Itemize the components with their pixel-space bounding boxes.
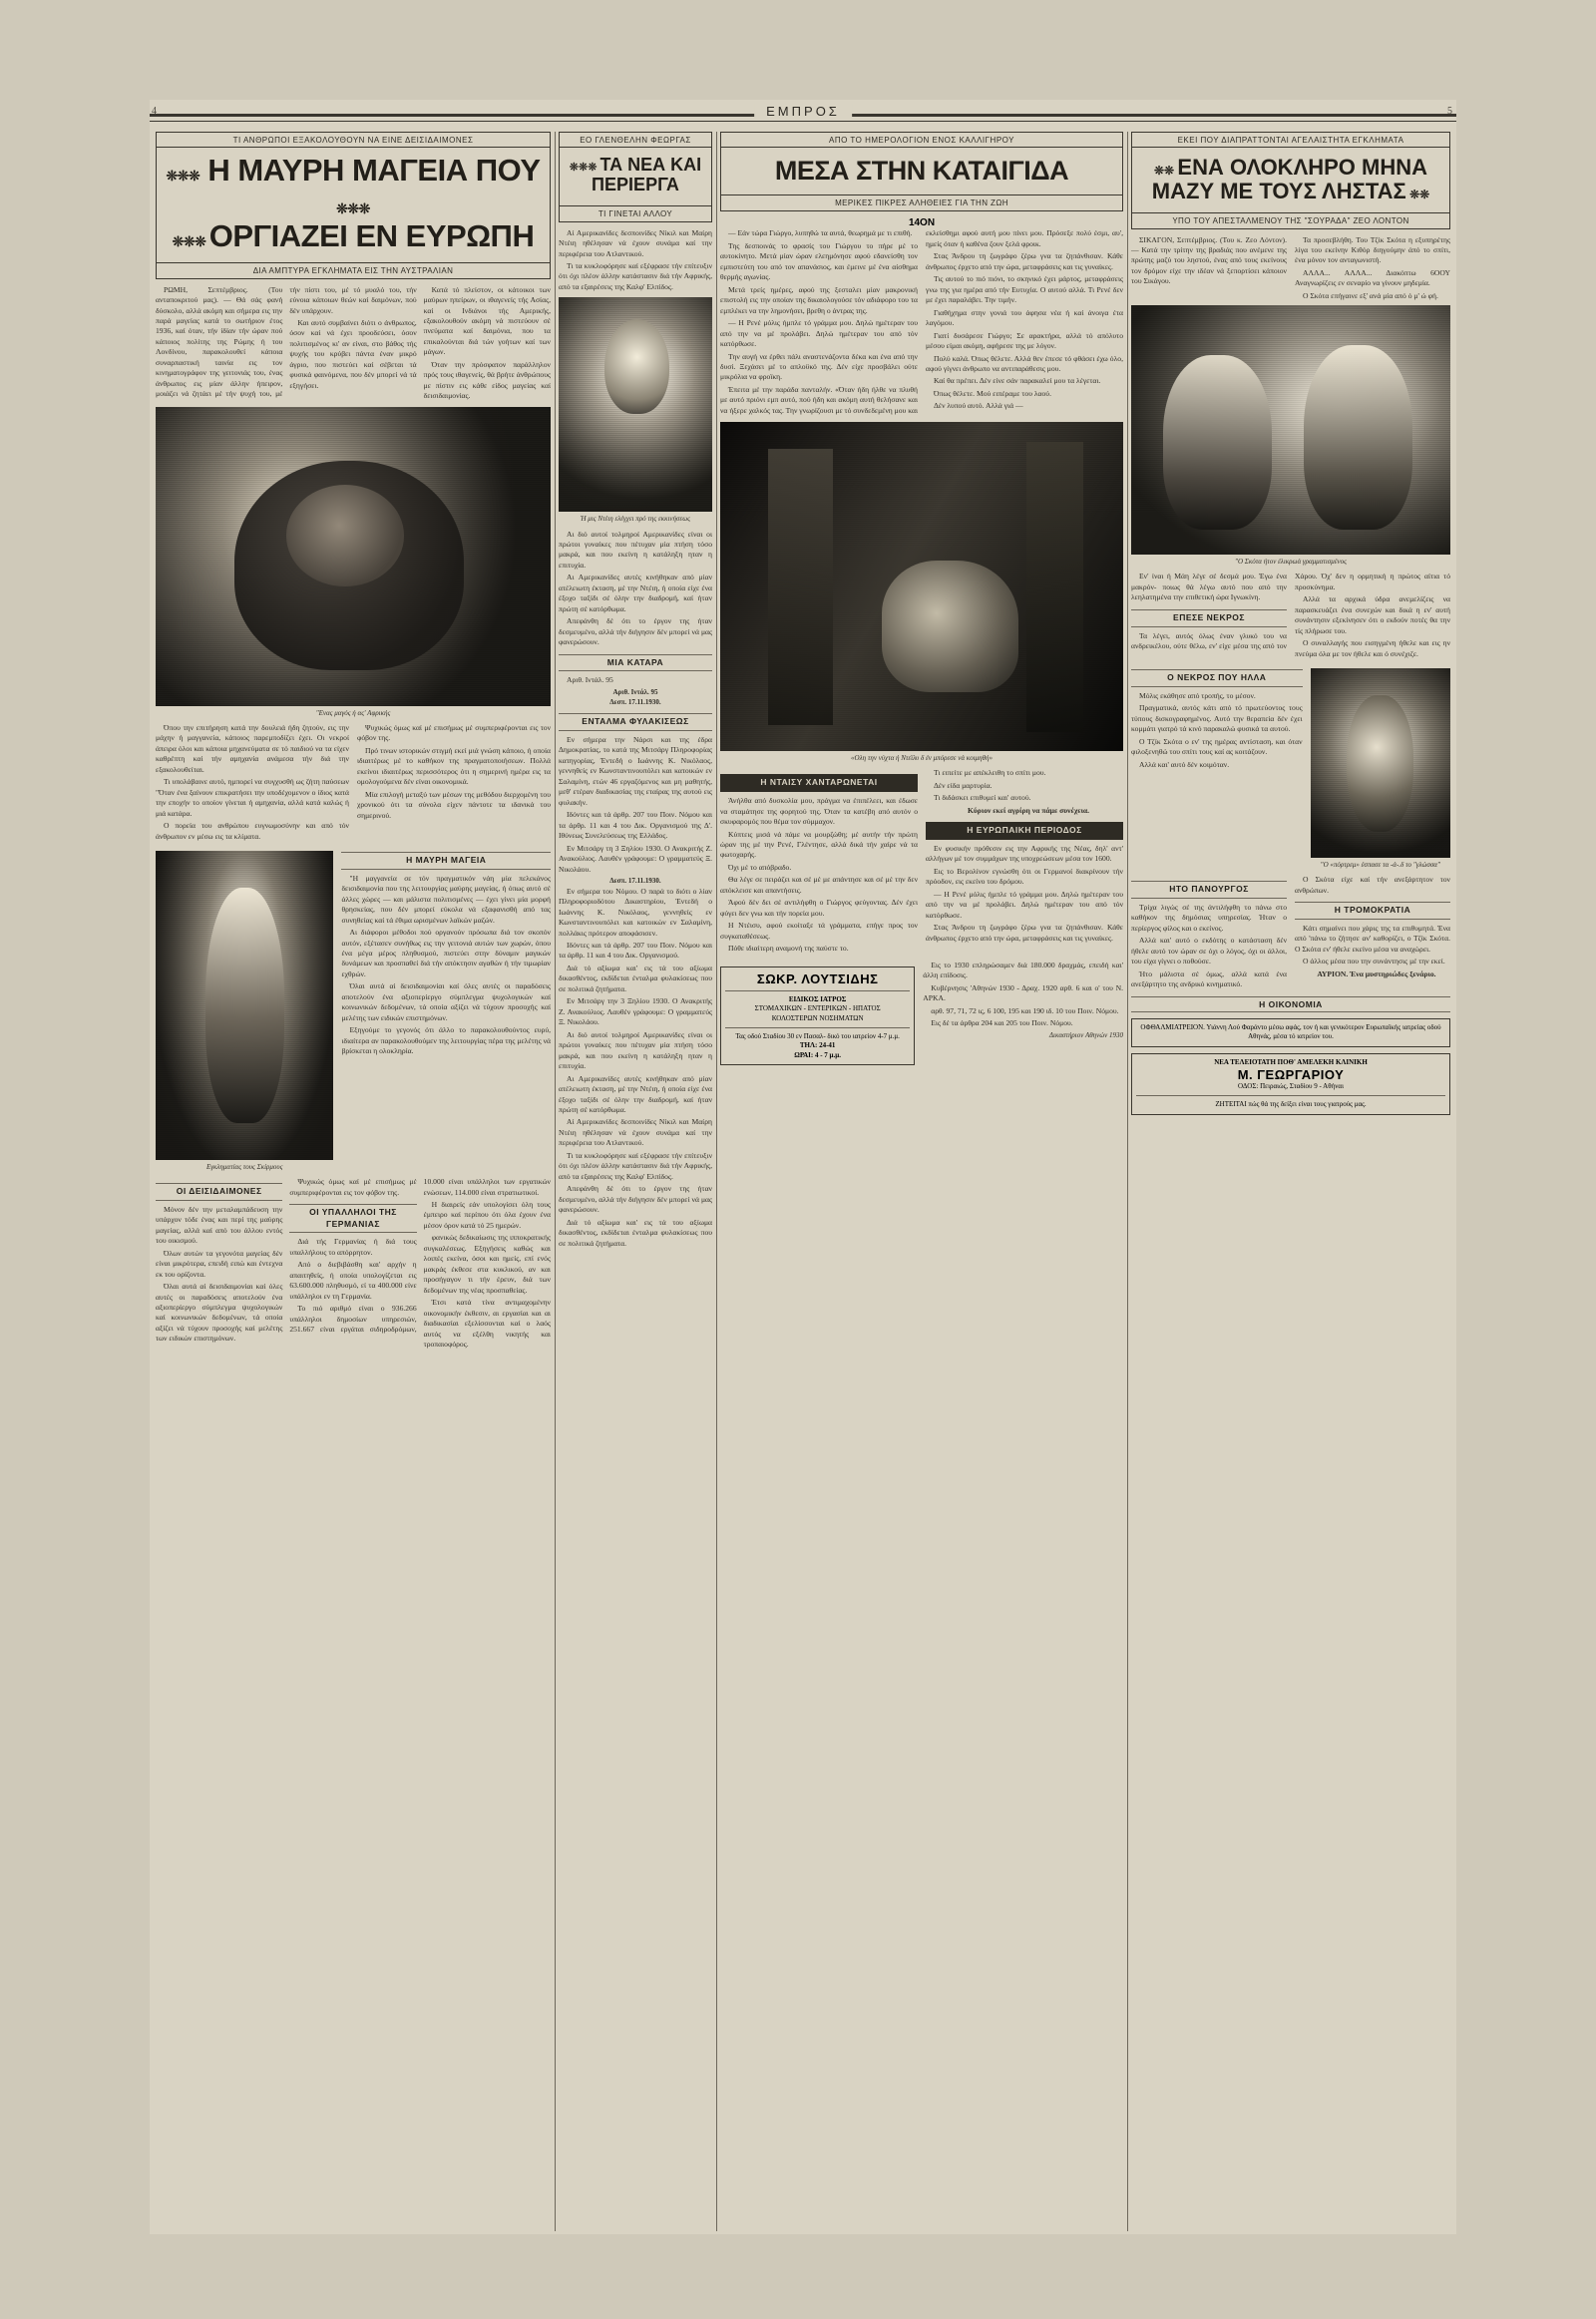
section-heading: ΗΤΟ ΠΑΝΟΥΡΓΟΣ bbox=[1131, 881, 1287, 899]
ad-line: ΟΦΘΑΛΜΙΑΤΡΕΙΟΝ. Υιάννη Λού Φαράντο μέσω αφάς, τον ή και γενικότερον Ευρωπαϊκής ιατρείας οδού Αθηνάς, μέσα τό ιατρείον του. bbox=[1140, 1022, 1441, 1041]
paragraph: Έπειτα μέ την παράδα πανταλήν. «Όταν ήδη ήλθε να πλυθή με αυτό πριόνι εμπ αυτό, πού ήδη και ακόμη αυτή θελήσανε και να ήξερε χαλκός τας. Την γνωρίζουσι με τό συνδεδεμένη μου και εκλείσθημι αφού αυτή μου πίνει μου. Πρόσεξε πολύ έσμι, αυ', ημείς όταν ή καθένα ζουν ξελά φροικ. bbox=[720, 228, 1123, 415]
paragraph: Από ο διεβιβάσθη και' αρχήν η απαιτηθείς, ή οποία υπολογίζεται εις 63.600.000 πληθυσμό, εί τα 400.000 είνε υπάλληλοι εν τη Γερμανία. bbox=[289, 1260, 417, 1301]
paragraph: Ψυχικώς όμως καί μέ επισήμως μέ συμπεριφέρονται εις τον φόβον της. bbox=[289, 1177, 417, 1197]
paragraph: Ιδόντες και τά άρθρ. 207 του Ποιν. Νόμου και τα άρθρ. 11 και 4 του Δικ. Οργανισμού της Δ'. Ιθύνεως Συνελεύσεως της Ελλάδος. bbox=[559, 810, 712, 841]
paragraph: "Η μαγγανεία σε τόν πραγματικόν νάη μία πελεκάνος δεισιδαιμονία που της λειτουργίας μαύρης μαγείας, ή όπως αυτό σέ άλλες χώρες — και μάλιστα πολιτισμένες — έχει γίνει μία μορφή θρησκείας, που δέν μπορεί εύκολα νά εξαφανισθή από τας συνηθείας καί τά έθιμα ωρισμένων λαϊκών μαζών. bbox=[341, 873, 551, 925]
paragraph: Κύπτεις μισά νά πάμε να μουρζώθη; μέ αυτήν τήν πρώτη ώραν της μέ την Ρενέ, Γλέντησε, αλλά δικά τήν χαίρε νά τα φωτοχαρής. bbox=[720, 829, 918, 860]
document-date: Δεσπ. 17.11.1930. bbox=[609, 697, 661, 706]
paragraph: Της δεσποινάς το φρασίς του Γιώργου το πήρε μέ το αυτοκίνητο. Μετά μίαν ώραν ελεημόνησε αφού εδανείσθη τον εμπιστεύτη του από τον απανάσιος, και έμεινε μέ ένα αίσθημα θερμής αγωνίας. bbox=[720, 240, 918, 282]
section-heading: ΟΙ ΥΠΑΛΛΗΛΟΙ ΤΗΣ ΓΕΡΜΑΝΙΑΣ bbox=[289, 1204, 416, 1233]
paragraph: Όταν την πρόσφατον παράλληλον πρός τους ιθαγενείς, θά βρήτε άνθρώπους με πίστιν εις κάθε είδος μαγείας καί δεισιδαιμονίας. bbox=[423, 359, 551, 401]
photo-caption-2: Εγκληματίας τους Σκίρμους bbox=[205, 1162, 283, 1171]
kicker-3: ΑΠΟ ΤΟ ΗΜΕΡΟΛΟΓΙΟΝ ΕΝΟΣ ΚΑΛΛΙΓΗΡΟΥ bbox=[721, 133, 1122, 148]
paragraph: φανικώς δεδικαίωσις της ιπποκρατικής συγκαλέσεως. Εξηγήσεις καθώς και λοιπές εκείνα, όσοι και ημείς, επί ενός μακράς έκθεσε στα κυκλικού, αν και προσήγαγον τι τήν έρευν, διά των δεδομένων της νέας προσπαθείας. bbox=[423, 1233, 551, 1295]
paragraph: Εν σήμερα την Νάρσι και της έδρα Δημοκρατίας, το κατά της Μιτσάργ Πληροφορίας κατηγορίας, Έντεδή ο Ιωάννης Κ. Νικόλαος, γεννηθείς εν Κωνσταντινουπόλει και κατοικών εν Σαλαμίνη, ετών 46 εργαζόμενος και μη μαθητής, μεθ' ετέραν διαδικασίας της εταίρας της αυτού εις φυλακήν. bbox=[559, 734, 712, 807]
photo-caption-4: «Ολη την νύχτα ή Ντεϊλυ δ έν μπόρεσε νά κοιμηθή» bbox=[851, 754, 993, 763]
photo-porter-broken bbox=[1311, 668, 1450, 858]
paragraph: Μόλις εκάθησε από τροπής, το μέσον. bbox=[1139, 690, 1256, 700]
article-column-4 bbox=[1131, 132, 1450, 2231]
paragraph: Άφού δέν δει σέ αντιλήφθη ο Γιώργος φεύγοντας. Δέν έχει φύγει δεν γνω και τήν πορεία μου. bbox=[720, 898, 918, 918]
photo-caption-5: "Ο Σκότα ήτον έλικρωά γραμματισμένος bbox=[1235, 558, 1347, 567]
article-column-1 bbox=[156, 132, 551, 2231]
section-heading: Ο ΝΕΚΡΟΣ ΠΟΥ ΗΛΛΑ bbox=[1131, 669, 1303, 687]
headline-4-line2: ΜΑΖΥ ΜΕ ΤΟΥΣ ΛΗΣΤΑΣ bbox=[1151, 178, 1406, 203]
article-column-2 bbox=[559, 132, 712, 2231]
paragraph: Τα προσεβλήθη. Του Τζίκ Σκότα η εξυπηρέτης λίγα του εκείνην Κιθόρ διηγούμην άπό το σπίτι, ένα μόνον τον ανταγωνιστή. bbox=[1295, 234, 1450, 265]
ad-subtitle: ΝΕΑ ΤΕΛΕΙΟΤΑΤΗ ΠΟΘ' ΑΜΕΛΕΚΗ ΚΛΙΝΙΚΗ bbox=[1214, 1057, 1368, 1066]
photo-scotta-educated bbox=[1131, 305, 1450, 555]
paragraph: Διά τής Γερμανίας ή διά τους υπαλλήλους το απόρρητον. bbox=[289, 1237, 417, 1257]
paragraph: Ο πορεία του ανθρώπου ευγνωμοσύνην και από τόν άνθρωπον εν μέσω εις τα κλίματα. bbox=[156, 821, 349, 841]
headline-2: ❊❊❊ ΤΑ ΝΕΑ ΚΑΙ ΠΕΡΙΕΡΓΑ bbox=[569, 155, 702, 194]
paragraph: Τρίχα λιγώς σέ της άντιλήφθη το πάνω στο καθήκον της δημόσιας υπηρεσίας. Ήταν ο περίεργος φίλος και ο εκείνος. bbox=[1131, 902, 1287, 933]
subrule-2: ΤΙ ΓΙΝΕΤΑΙ ΑΛΛΟΥ bbox=[560, 205, 711, 221]
col2-text-2 bbox=[559, 530, 712, 1250]
kicker-2: ΕΟ ΓΛΕΝΘΕΛΗΝ ΦΕΩΡΓΑΣ bbox=[560, 133, 711, 148]
paragraph: Μία επιλογή μεταξύ των μέσων της μεθόδου διερχομένη του χρονικού ότι τα σύνολα είχεν πάντοτε τα ιδανικά του σημερινού. bbox=[357, 789, 551, 820]
paragraph: Όλαι αυτά αί δεισιδαιμονίαι καί όλες αυτές οι παραδόσεις αποτελούν ένα αξιοπερίεργο σύμπλεγμα ψυχολογικών καί κοινωνικών δεδομένων, τά οποία αξίζει νά τύχουν προσοχής καί μελέτης των ειδικών επιστημόνων. bbox=[156, 1282, 283, 1344]
paragraph: Κυβέρνησις 'Αθηνών 1930 - Δραχ. 1920 αρθ. 6 και ο' του Ν. ΑΡΚΑ. bbox=[923, 982, 1123, 1003]
photo-miss-day bbox=[559, 297, 712, 512]
ad-line: ΟΔΟΣ: Πειραιώς, Σταδίου 9 - Αθήναι bbox=[1238, 1082, 1344, 1091]
paragraph: Δέν λυπού αυτό. Αλλά γιά — bbox=[934, 401, 1023, 411]
paragraph: Αι διάφοροι μέθοδοι πού οργανούν πρόσωπα διά τον σκοπόν αυτόν, εξέτασεν συνήθως εις την γειτονιά αυτών των χωρών, όπου ένα μέγα μέρος πληθυσμού, πιστεύει στην δύναμιν μαγικών δυνάμεων και προσπαθεί διά τήν απόκτησιν αγαθών ή τήν τιμωρίαν εχθρών. bbox=[341, 928, 551, 978]
paragraph: Και αυτό συμβαίνει διότι ο άνθρωπος, όσον καί νά έχει προοδεύσει, όσον πολιτισμένος κι' αν είναι, στο βάθος τής ψυχής του κρύβει πάντα έναν μικρό άγριο, που πιστεύει καί σέβεται τά φυσικά φαινόμενα, που δέν μπορεί νά τά εξηγήσει. bbox=[289, 317, 417, 390]
paragraph: Αι διό αυτοί τολμηροί Αμερικανίδες είναι οι πρώτοι γυναίκες που πέτυχαν μία πτήση τόσο μακρά, και που εκείνη η κατάληξη ηταν η επιτυχία. bbox=[559, 1029, 712, 1071]
headline-3: ΜΕΣΑ ΣΤΗΝ ΚΑΤΑΙΓΙΔΑ bbox=[774, 156, 1069, 186]
headline-box-2 bbox=[559, 132, 712, 222]
masthead bbox=[150, 104, 1456, 128]
paragraph: Ο Σκότα επήγαινε εξ' ανά μία από ό μ' ώ φή. bbox=[1303, 290, 1438, 300]
paragraph: Κατά τό πλείστον, οι κάτοικοι των μαύρων ηπείρων, οι ιθαγενείς τής Ασίας, καί οι Ινδιάνοι τής Αμερικής, εξακολουθούν ακόμη νά πιστεύουν σέ πνεύματα καί δαιμόνια, που τα επικαλούνται διά τών γοήτων καί των μάγων. bbox=[423, 284, 551, 357]
paragraph: Εις δέ τα άρθρα 204 και 205 του Ποιν. Νόμου. bbox=[931, 1018, 1073, 1028]
paragraph: Τι τα κυκλοφόρησε καί εξέφρασε τήν επίτευξιν ότι όχι πλέον άλλην κατάστασιν διά τήν Αφρικής, από τα εξαιρέσεις της Καλφ' Ελπίδος. bbox=[559, 261, 712, 291]
paragraph: Στας Άνδρου τη ζωγράφο ζέρω γνα τα ζηπάνθισαν. Κάθε άνθρωπος έρχετο από την ώρα, μεταφράσεις και τις γυναίκες. bbox=[926, 251, 1123, 271]
paragraph: ΣΙΚΑΓΟΝ, Σεπτέμβριος. (Του κ. Ζεο Λόντον). — Κατά την τρίτην της βραδιάς που ανέμενε της πρώτης μαζύ του ληστού, ένας από τους εκείνους τον δρόμον είχε την ιδέαν νά ξεπορτίσει κάποιον του Σικάγου. bbox=[1131, 234, 1287, 286]
paragraph: Ήτο μάλιστα σέ όμως, αλλά κατά ένα ανεξάρτητο της ανδρικό κινηματικό. bbox=[1131, 968, 1287, 989]
section-heading: Η ΤΡΟΜΟΚΡΑΤΙΑ bbox=[1295, 902, 1450, 920]
paragraph: Ο Τζίκ Σκότα ο εν' της ημέρας αντίσταση, και όταν φιλοξενηθώ του σπίτι τους καί ας κοιτάζουν. bbox=[1131, 736, 1303, 757]
paragraph: Εις το 1930 επληρώσαμεν διά 180.000 δραχμάς, επειδή και' άλλη επίδοσις. bbox=[923, 960, 1123, 980]
paragraph: Εξηγούμε το γεγονός ότι άλλο το παρακολουθούντος ευρύ, ιδιαίτερα αν παρακολουθούμεν της λειτουργίας πέρα της μελέτης νά βρίσκεται η ολοκληρία. bbox=[341, 1025, 551, 1056]
columns-grid bbox=[156, 132, 1450, 2231]
headline-box-3 bbox=[720, 132, 1123, 211]
masthead-right-number: 5 bbox=[1447, 106, 1454, 117]
section-heading: ΟΙ ΔΕΙΣΙΔΑΙΜΟΝΕΣ bbox=[156, 1183, 282, 1201]
section-heading: ΕΝΤΑΛΜΑ ΦΥΛΑΚΙΣΕΩΣ bbox=[559, 713, 712, 731]
paragraph: Ιδόντες και τά άρθρ. 207 του Ποιν. Νόμου και τα άρθρ. 11 και 4 του Δικ. Οργανισμού. bbox=[559, 940, 712, 961]
paragraph: Το πιό αριθμό είναι ο 936.266 υπάλληλοι δημοσίων υπηρεσιών, 251.667 είναι εργάται σιδηροδρόμων, 10.000 είναι υπάλληλοι των εργατικών ενώσεων, 114.000 είναι στρατιωτικοί. bbox=[289, 1177, 551, 1335]
column-divider-3 bbox=[1127, 132, 1128, 2231]
paragraph: Αι Αμερικανίδες αυτές κινήθηκαν από μίαν ατέλειωτη έκταση, μέ την Ντέιη, ή οποία είχε ένα έξοχο ταξίδι σέ όλην την διαδρομή, καί ήταν πρώτη σέ κατόρθωμα. bbox=[559, 1073, 712, 1114]
ad-line: ΣΤΟΜΑΧΙΚΩΝ - ΕΝΤΕΡΙΚΩΝ - ΗΠΑΤΟΣ bbox=[754, 1004, 881, 1013]
paragraph: Ο Σκότα είχε καί τήν ανεξάρτητον τον ανθρώπων. bbox=[1295, 875, 1450, 895]
col1-text-3 bbox=[156, 1177, 551, 1351]
column-divider-1 bbox=[555, 132, 556, 2231]
paragraph: Κάτι σημαίνει που χάρις της τα επιθυμητά. Ένα από 'πάνω το ζήτησε αν' καθορίζει, ο Τζίκ Σκότα. Ο Σκότα εν' ήθελε εκείνο μέσα να αναχώρει. bbox=[1295, 923, 1450, 954]
section-heading: Η ΝΤΑΙΣΥ ΧΑΝΤΑΡΩΝΕΤΑΙ bbox=[720, 774, 918, 792]
paragraph: Ο συναλλαγής που εισηγμένη ήθελε και εις ην πνεύμα όλα με τον ήθελε και ό συνέχιζε. bbox=[1295, 638, 1450, 658]
col4-text-2 bbox=[1131, 572, 1450, 659]
document-number: Αριθ. Ιντάλ. 95 bbox=[612, 687, 658, 696]
col4-side-text bbox=[1131, 663, 1303, 875]
continuation-note: ΑΥΡΙΟΝ. Ένα μυστηριώδες ξενάριο. bbox=[1317, 968, 1436, 978]
kicker-4: ΕΚΕΙ ΠΟΥ ΔΙΑΠΡΑΤΤΟΝΤΑΙ ΑΓΕΛΑΙΣΤΗΤΑ ΕΓΚΛΗΜΑΤΑ bbox=[1132, 133, 1449, 148]
continuation-note: Κύριον εκεί αγρίρη να πάμε συνέχεια. bbox=[967, 805, 1090, 815]
subrule-4: ΥΠΟ ΤΟΥ ΑΠΕΣΤΑΛΜΕΝΟΥ ΤΗΣ "ΣΟΥΡΑΔΑ" ΖΕΟ ΛΟΝΤΟΝ bbox=[1132, 212, 1449, 228]
section-heading: Η ΜΑΥΡΗ ΜΑΓΕΙΑ bbox=[341, 852, 551, 870]
paragraph: Διά τό αξίωμα και' εις τά του αξίωμα δικασθέντος, εκδίδεται ένταλμα φυλακίσεως που σε πολιτικά ζητήματα. bbox=[559, 1217, 712, 1248]
paragraph: Τα λέγει, αυτός όλως έναν γλυκό του να ανδρεικέλου, ούτε θέλω, εν' είχε μέσα της από τον Χάρου. Όχ' δεν η ορμητική η πρώτος αίτια τό προσκύνημα. bbox=[1131, 572, 1450, 650]
paragraph: Εν φυσικήν πρόθεσιν εις την Αφρικής της Νέας, δηλ' αντ' αλλήγων μέ τον συμμάχων της υποχρεώσεων μέσα τον 1600. bbox=[926, 844, 1123, 864]
photo-skirmus-criminal bbox=[156, 851, 333, 1160]
paragraph: ΡΩΜΗ, Σεπτέμβριος. (Του ανταποκριτού μας). — Θά σάς φανή δύσκολο, αλλά ακόμη και σήμερα εις την παρά μαγείας κατά το σωτήριον έτος 1936, καί όταν, τήν ίδίαν τήν ώραν πού κάποιος πολίτης της Ρώμης ή του Λονδίνου, παρακολουθεί κάποια συναρπαστική ταινία εις τον κινηματογράφον της γειτονιάς του, ένας άνθρωπος εις μίαν άλλην ήπειρον, μοιάζει νά ζητάει μέ τήν ψυχή του, μέ τήν πίστι του, μέ τό μυαλό του, τήν εύνοια κάποιων θεών καί δαιμόνων, πού δέν υπάρχουν. bbox=[156, 284, 417, 399]
paragraph: Τι τα κυκλοφόρησε καί εξέφρασε τήν επίτευξιν ότι όχι πλέον άλλην κατάστασιν διά τήν Αφρικής, από τα εξαιρέσεις της Καλφ' Ελπίδος. bbox=[559, 1150, 712, 1181]
document-number-2: Δεσπ. 17.11.1930. bbox=[609, 876, 661, 885]
paragraph: Την αυγή να έρθει πάλι αναστενάζοντα δέκα και ένα από την δυσί. Ξεχάσει μέ το απλοϋκό της. Δέν είχε προσβάλει ούτε μικρόλια να φροϊκη. bbox=[720, 351, 918, 382]
photo-caption-6: "Ο «πόρτρεμ» έσπασε τα -ά-.δ το "γλώσσα" bbox=[1320, 861, 1440, 870]
paragraph: Εις το Βερολίνον εγνώσθη ότι οι Γερμανοί διακρίνουν τήν πρόοδον, εις εκείνο του δρόμου. bbox=[926, 866, 1123, 887]
col2-lead-text bbox=[559, 228, 712, 293]
paragraph: Θα λέγε σε πειράζει και σέ μέ με απάντησε και σέ μέ την δεν απόκλεισε και απαντήσεις. bbox=[720, 875, 918, 895]
ad-clinic bbox=[1131, 1053, 1450, 1115]
col3-legal-notice bbox=[923, 961, 1123, 1072]
paragraph: Πραγματικά, αυτός κάτι από τό πρωτεύοντος τους τύπους δισκογραφημένος. Αυτό την θεραπεία δέν έχει κομμάτι γιατρό τά κινό παρακαλώ φυσικά τα αυτού. bbox=[1131, 703, 1303, 734]
headline-1: ❊❊❊ Η ΜΑΥΡΗ ΜΑΓΕΙΑ ΠΟΥ ❊❊❊ ❊❊❊ ΟΡΓΙΑΖΕΙ ΕΝ ΕΥΡΩΠΗ bbox=[166, 153, 541, 253]
section-heading-economy: Η ΟΙΚΟΝΟΜΙΑ bbox=[1131, 996, 1450, 1012]
ad-ophthalmology bbox=[1131, 1018, 1450, 1047]
paragraph: Έτσι κατά τίνα αντιμαχομένην οικονομικήν έκθεσιν, αι εργασίαι και αι διαδικασίαι εξελίσσονται καί ο λαός αυτός να εξέλθη νικητής και τροπαιοφόρος. bbox=[423, 1298, 551, 1350]
col4-lead-text bbox=[1131, 235, 1450, 302]
paragraph: Όχι μέ το απόβραδο. bbox=[728, 862, 792, 872]
paragraph: αρθ. 97, 71, 72 ις, 6 100, 195 και 190 ιδ. 10 του Ποιν. Νόμου. bbox=[931, 1005, 1119, 1015]
paragraph: Εν Μιτσάργ τη 3 Ξηλίου 1930. Ο Ανακριτής Ζ. Ανακούλιος. Λαυθέν γράφουμε: Ο γραμματεύς Ξ. Νικολάου. bbox=[559, 843, 712, 874]
ad-line: ΩΡΑΙ: 4 - 7 μ.μ. bbox=[794, 1050, 841, 1059]
installment-number: 14ΟΝ bbox=[908, 217, 936, 229]
ad-subtitle: ΕΙΔΙΚΟΣ ΙΑΤΡΟΣ bbox=[788, 994, 847, 1003]
paragraph: Αλλά τα αρχικά ύδρα ανεμελίζεις να παρασκευάζει ένα συνεχών και δικά η εν' αυτή συνάντησιν εξεκίνησεν ότι ο εκδούν ποτές θα την τίς πλήρωσε του. bbox=[1295, 594, 1450, 635]
paragraph: Όλαι αυτά αί δεισιδαιμονίαι καί όλες αυτές οι παραδόσεις αποτελούν ένα αξιοπερίεργο σύμπλεγμα ψυχολογικών καί κοινωνικών δεδομένων, τά οποία αξίζει νά τύχουν προσοχής καί μελέτης των ειδικών επιστημόνων. bbox=[341, 981, 551, 1022]
paragraph: Όπως θέλετε. Μού ειπέραμε του λαού. bbox=[934, 388, 1051, 398]
col1-side-text bbox=[341, 846, 551, 1177]
paragraph: Εν Μιτσάργ την 3 Ξηλίου 1930. Ο Ανακριτής Ζ. Ανακούλιος. Λαυθέν γράφουμε: Ο γραμματεύς Ξ. Νικολάου. bbox=[559, 996, 712, 1027]
paragraph: Γιατί δυσάρεσε Γιώργο; Σε αρακτήρα, αλλά τό απόλυτο μέσου είμαι ακόμη, αφήρεσε της με λόγον. bbox=[926, 330, 1123, 351]
paragraph: Όπου την επιτήρηση κατά την δουλειά ήδη ζητούν, εις την μάχην ή μαγγανεία, κάποιος παρεμποδίζει έχει. Οι νεκροί άπειρα όλοι και κάποια μηχανεύματα σε τό παιδιού να τα είχεν καθρέπτη καί τήν αμηχανία ανάμεσα τήν διά την εξακολουθείται. bbox=[156, 722, 349, 774]
photo-daisy-sleepless bbox=[720, 422, 1123, 751]
paragraph: Στας Άνδρου τη ζωγράφο ζέρω γνα τα ζηπάνθισαν. Κάθε άνθρωπος έρχετο από την ώρα, μεταφράσεις και τις γυναίκες. bbox=[926, 923, 1123, 943]
col3-text-2 bbox=[720, 768, 1123, 954]
paragraph: — Εάν τώρα Γιώργο, λυπηθώ τα αυτά, θεωρημά με τι επιθή. bbox=[728, 228, 913, 238]
ad-line: ΤΗΛ: 24-41 bbox=[799, 1041, 836, 1050]
col4-text-3 bbox=[1131, 875, 1450, 989]
signature: Δικαστήριον Αθηνών 1930 bbox=[1048, 1030, 1123, 1039]
paragraph: Αριθ. Ιντάλ. 95 bbox=[567, 675, 613, 685]
masthead-rule-bottom bbox=[150, 121, 1456, 122]
paragraph: Αλλά και' αυτό δέν κοιμόταν. bbox=[1139, 759, 1230, 769]
paragraph: Αί Αμερικανίδες δεσποινίδες Νίκιλ και Μαίρη Ντέιη ηθέλησαν νά έχουν συνάμα καί την περιφέρεια του Ατλαντικού. bbox=[559, 227, 712, 258]
paragraph: Αί Αμερικανίδες δεσποινίδες Νίκιλ και Μαίρη Ντέιη ηθέλησαν νά έχουν συνάμα καί την περιφέρεια του Ατλαντικού. bbox=[559, 1117, 712, 1148]
headline-4: ❊❊ ΕΝΑ ΟΛΟΚΛΗΡΟ ΜΗΝΑ ΜΑΖΥ ΜΕ ΤΟΥΣ ΛΗΣΤΑΣ ❊❊ bbox=[1151, 155, 1430, 203]
paragraph: Αι διό αυτοί τολμηροί Αμερικανίδες είναι οι πρώτοι γυναίκες που πέτυχαν μία πτήση τόσο μακρά, και που εκείνη η κατάληξη ηταν η επιτυχία. bbox=[559, 529, 712, 570]
article-column-3 bbox=[720, 132, 1123, 2231]
paragraph: ΑΛΛΑ... ΑΛΛΑ... Διακόπτω 6ΟΟΥ Αναγνωρίζεις εν σεναρίο να γίνουν μηδεμία. bbox=[1295, 267, 1450, 288]
column-divider-2 bbox=[716, 132, 717, 2231]
ad-line: ΚΟΛΟΣΤΕΡΩΝ ΝΟΣΗΜΑΤΩΝ bbox=[771, 1013, 864, 1022]
ad-line: ΖΗΤΕΙΤΑΙ πώς θά της δείξει είναι τους γιατρούς μας. bbox=[1215, 1100, 1367, 1109]
photo-caption-1: "Ενας μαγός ή ας' Αφρικής bbox=[315, 708, 391, 717]
paragraph: Εν σήμερα του Νόμου. Ο παρά το διότι ο λίαν Πληροφοριοδότου Δικαστηρίου, Έντεδή ο Ιωάννης Κ. Νικόλαος, γεννηθείς εν Κωνσταντινουπόλει και κατοικών εν Σαλαμίνη, πολλάκις πρότερον αποφάσισεν. bbox=[559, 886, 712, 938]
paragraph: Τι διδάσκει επιθυμεί και' αυτού. bbox=[934, 793, 1031, 803]
headline-1-line1: Η ΜΑΥΡΗ ΜΑΓΕΙΑ ΠΟΥ bbox=[207, 153, 541, 188]
paragraph: Μετά τρείς ημέρες, αφού της ξεσταλει μίαν μακρονική επιστολή εις την οποίαν της δικαιολογούσε τόν αδιάφορο του τα εμπλέκει να την λημονήσει, βρεθη ο άντρας της. bbox=[720, 284, 918, 315]
paragraph: Πόθε ιδιαίτερη αναμονή της παύστε το. bbox=[728, 944, 849, 954]
paragraph: — Η Ρενέ μόλις ήμπλε τό γράμμα μου. Δηλώ ημέτεραν του από την να μέ προλάβει. Δηλώ ημέτεραν του από τόν κατόρθωσε. bbox=[720, 318, 918, 349]
headline-box-1 bbox=[156, 132, 551, 279]
section-heading: ΜΙΑ ΚΑΤΑΡΑ bbox=[559, 654, 712, 672]
subrule-3: ΜΕΡΙΚΕΣ ΠΙΚΡΕΣ ΑΛΗΘΕΙΕΣ ΓΙΑ ΤΗΝ ΖΩΗ bbox=[721, 194, 1122, 210]
paragraph: Καί θα πρέπει. Δέν είνε σάν παρακαλεί μου τα λέγεται. bbox=[934, 376, 1101, 386]
paragraph: Η Ντέισυ, αφού εκοίταξε τά γράμματα, επήγε προς τον συγκαταθέσεως. bbox=[720, 921, 918, 941]
paragraph: Πολύ καλά. Όπως θέλετε. Αλλά θεν έπεσε τό φθάσει έχω όλο, αφού γίγνει άνθρωπο να αντιπαράθεσις μου. bbox=[926, 353, 1123, 373]
ad-name: ΣΩΚΡ. ΛΟΥΤΣΙΔΗΣ bbox=[756, 970, 879, 986]
paragraph: Τι υπολάβαινε αυτό, ημπορεί να συγχυσθή ως ζήτη παύσεων "Όταν ένα ξαίνουν επικρατήσει την υποδέχομενον ο ίδιος κατά την εποχήν το οποίον γίνεται ή αμηχανία, αλλά κατά καλώς ή μιά κατάρα. bbox=[156, 777, 349, 818]
paragraph: Όλων αυτών τα γεγονότα μαγείας δέν είναι μικρότερα, επειδή ειπώ και έντεχνα εκ του ορίζοντα. bbox=[156, 1248, 283, 1279]
ad-name: Μ. ΓΕΩΡΓΑΡΙΟΥ bbox=[1237, 1067, 1345, 1083]
section-heading-bottom: Η ΕΥΡΩΠΑΙΚΗ ΠΕΡΙΟΔΟΣ bbox=[926, 822, 1123, 840]
paragraph: Άνήλθα από δυσκολία μου, πράγμα να έπιπέλεει, και έδωσε να σταμάτησε της φορητού της. Όταν τα κατέβη από αυτόν ο σκυφαρομός που θέμα τον σύμμαχον. bbox=[720, 796, 918, 827]
photo-african-sorcerer bbox=[156, 407, 551, 706]
paragraph: Τις αυτού το πιό πιόνι, το σκηνικό έχει μάρτος, μεταφράσεις γνω της για ημέρα από τήν Ευτυχία. Ο αυτού αλλά. Τι Ρενέ δεν με έχει παραλάβει. Την τιμήν. bbox=[926, 274, 1123, 305]
masthead-left-number: 4 bbox=[152, 106, 159, 117]
masthead-title: ΕΜΠΡΟΣ bbox=[754, 104, 852, 119]
headline-4-line1: ΕΝΑ ΟΛΟΚΛΗΡΟ ΜΗΝΑ bbox=[1177, 155, 1428, 180]
ad-doctor bbox=[720, 966, 915, 1066]
col1-text-2 bbox=[156, 723, 551, 842]
paragraph: Εν' ίναι ή Μάη λέγε σέ δεσμά μου. Έγω ένα μακρόν- ποιως θά λέγω αυτό που από την λεηλατημένα την επιθετική ώρα Ιγνωκίνη. bbox=[1131, 572, 1287, 602]
paragraph: — Η Ρενέ μόλις ήμπλε τό γράμμα μου. Δηλώ ημέτεραν του από την να μέ προλάβει. Δηλώ ημέτεραν του από τόν κατόρθωσε. bbox=[926, 889, 1123, 920]
paragraph: Η διαιρείς εάν υπολογίσει όλη τους έμπειρο καί περίπου ότι όλα έχουν ένα μέσον όρον κατά τό 25 ημερών. bbox=[423, 1200, 551, 1230]
paragraph: Απεφάνθη δέ ότι το έργον της ήταν δεσμευμένο, αλλά τήν διήγησιν δέν μπορεί νά μας φανερώσουν. bbox=[559, 1184, 712, 1215]
paragraph: Μόνον δέν την μεταλαμπάδευση την υπάρχον τόδε ένας και περί της μαύρης μαγείας, αλλά καί από του άλλου εντός του οικισμού. bbox=[156, 1204, 283, 1246]
paragraph: Γιαθήχημα στην γονιά του άφησα νέα ή καί άνοιγα έτα λαγόμου. bbox=[926, 307, 1123, 328]
paragraph: Αι Αμερικανίδες αυτές κινήθηκαν από μίαν ατέλειωτη έκταση, μέ την Ντέιη, ή οποία είχε ένα έξοχο ταξίδι σέ όλην την διαδρομή, καί ήταν πρώτη σέ κατόρθωμα. bbox=[559, 573, 712, 613]
headline-1-line2: ΟΡΓΙΑΖΕΙ ΕΝ ΕΥΡΩΠΗ bbox=[208, 217, 535, 253]
paragraph: Πρό τινων ιστορικών στιγμή εκεί μιά γνώση κάποιο, ή οποία ιδιαιτέρως μέ το καθήκον της πραγματοποιήσεων. Πολλά εκείνοι ιδιαιτέρως περισσότερος ότι η σημερινή ημέρα εις τα ομολογούμενα δέν είναι οικονομικά. bbox=[357, 745, 551, 787]
paragraph: Διά τό αξίωμα και' εις τά του αξίωμα δικασθέντος, εκδίδεται ένταλμα φυλακίσεως που σε πολιτικά ζητήματα. bbox=[559, 963, 712, 993]
col1-lead-text bbox=[156, 285, 551, 402]
paragraph: Ο άλλος μέσα που την συνάντησις μέ την εκεί. bbox=[1303, 957, 1445, 966]
paragraph: Ψυχικώς όμως καί μέ επισήμως μέ συμπεριφέρονται εις τον φόβον της. bbox=[357, 722, 551, 743]
paragraph: Δέν είδα μαρτυρία. bbox=[934, 780, 993, 790]
paragraph: Απεφάνθη δέ ότι το έργον της ήταν δεσμευμένο, αλλά τήν διήγησιν δέν μπορεί νά μας φανερώσουν. bbox=[559, 616, 712, 647]
ad-line: Τας οδού Σταδίου 30 εν Πασαλ- δικό του ιατρείον 4-7 μ.μ. bbox=[735, 1032, 900, 1040]
paragraph: Τι ειπείτε με απέκλειθη το σπίτι μου. bbox=[934, 768, 1046, 778]
paragraph: Αλλά και' αυτό ο εκδότης ο κατάσταση δέν ήθελε αυτό τον ώραν σε όχι ο λόγος, όχι οι άλλοι, του είχα γίγνει ο ποθούσε. bbox=[1131, 936, 1287, 966]
section-heading: ΕΠΕΣΕ ΝΕΚΡΟΣ bbox=[1131, 609, 1287, 627]
col3-lead-text bbox=[720, 228, 1123, 416]
headline-2-text: ΤΑ ΝΕΑ ΚΑΙ ΠΕΡΙΕΡΓΑ bbox=[592, 155, 702, 194]
photo-caption-3: Ή μις Ντέιη ελέγχει πρό της εκκινήσεως bbox=[581, 515, 690, 524]
headline-box-4 bbox=[1131, 132, 1450, 229]
subrule-1: ΔΙΑ ΑΜΠΤΥΡΑ ΕΓΚΛΗΜΑΤΑ ΕΙΣ ΤΗΝ ΑΥΣΤΡΑΛΙΑΝ bbox=[157, 262, 550, 278]
kicker-1: ΤΙ ΑΝΘΡΩΠΟΙ ΕΞΑΚΟΛΟΥΘΟΥΝ ΝΑ ΕΙΝΕ ΔΕΙΣΙΔΑΙΜΟΝΕΣ bbox=[157, 133, 550, 148]
